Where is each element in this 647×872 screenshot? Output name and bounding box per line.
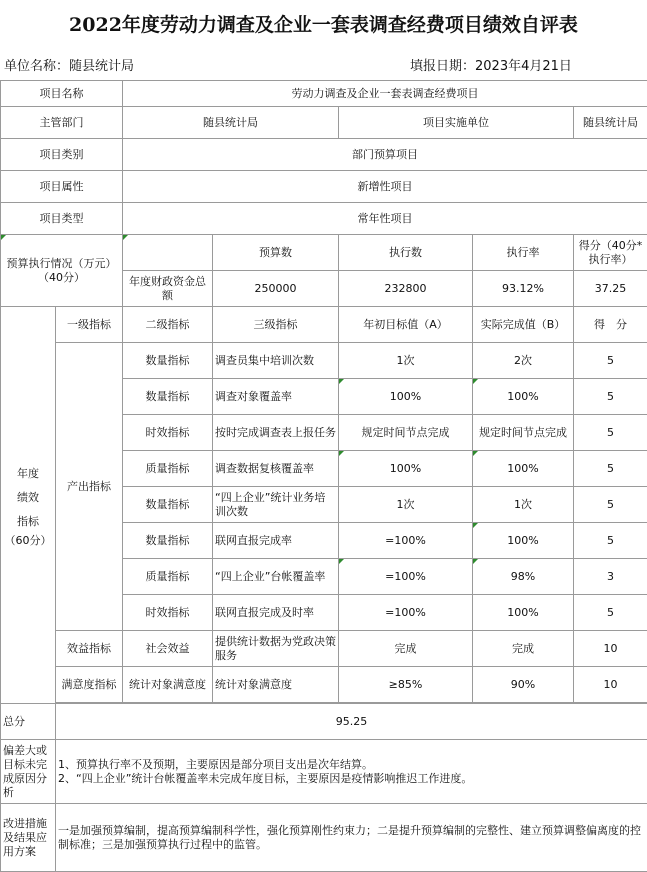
- page-title: 2022年度劳动力调查及企业一套表调查经费项目绩效自评表: [0, 10, 647, 37]
- deviation-label: 偏差大或目标未完成原因分析: [1, 740, 56, 804]
- dept-label: 主管部门: [1, 107, 123, 139]
- attribute-value: 新增性项目: [123, 171, 647, 203]
- level3-cell: 联网直报完成率: [213, 523, 339, 559]
- actual-cell: 1次: [473, 487, 574, 523]
- budget-value: 250000: [213, 271, 339, 307]
- actual-cell: 100%: [473, 595, 574, 631]
- level3-cell: 联网直报完成及时率: [213, 595, 339, 631]
- row-indicator-header: [1, 307, 647, 343]
- satisfaction-indicator-label: 满意度指标: [56, 667, 123, 703]
- level2-cell: 时效指标: [123, 415, 213, 451]
- level2-cell: 时效指标: [123, 595, 213, 631]
- target-cell: =100%: [339, 595, 473, 631]
- actual-cell: 90%: [473, 667, 574, 703]
- row-total: [1, 704, 647, 740]
- target-cell: 100%: [339, 451, 473, 487]
- target-cell: 100%: [339, 379, 473, 415]
- row-attribute: [1, 171, 647, 203]
- improve-label: 改进措施及结果应用方案: [1, 804, 56, 872]
- header-score: 得 分: [574, 307, 647, 343]
- score-cell: 5: [574, 451, 647, 487]
- level3-cell: 调查数据复核覆盖率: [213, 451, 339, 487]
- improve-text: 一是加强预算编制，提高预算编制科学性，强化预算刚性约束力；二是提升预算编制的完整性、建立预算调整偏离度的控制标准；三是加强预算执行过程中的监管。: [56, 804, 647, 872]
- type-value: 常年性项目: [123, 203, 647, 235]
- level2-cell: 数量指标: [123, 343, 213, 379]
- indicator-row: [1, 667, 647, 703]
- category-label: 项目类别: [1, 139, 123, 171]
- indicator-row: [1, 343, 647, 379]
- actual-cell: 98%: [473, 559, 574, 595]
- score-cell: 10: [574, 631, 647, 667]
- target-cell: =100%: [339, 523, 473, 559]
- level3-cell: “四上企业”统计业务培训次数: [213, 487, 339, 523]
- actual-cell: 规定时间节点完成: [473, 415, 574, 451]
- level3-cell: 调查员集中培训次数: [213, 343, 339, 379]
- score-cell: 5: [574, 415, 647, 451]
- category-value: 部门预算项目: [123, 139, 647, 171]
- header-target: 年初目标值（A）: [339, 307, 473, 343]
- benefit-indicator-label: 效益指标: [56, 631, 123, 667]
- target-cell: 1次: [339, 487, 473, 523]
- level2-cell: 质量指标: [123, 451, 213, 487]
- row-department: [1, 107, 647, 139]
- budget-spacer: [123, 235, 213, 271]
- level2-cell: 统计对象满意度: [123, 667, 213, 703]
- row-project-name: [1, 81, 647, 107]
- total-value: 95.25: [56, 704, 647, 740]
- level3-cell: “四上企业”台帐覆盖率: [213, 559, 339, 595]
- annual-indicator-label: [1, 307, 56, 704]
- level2-cell: 社会效益: [123, 631, 213, 667]
- budget-label: 预算执行情况（万元）（40分）: [1, 235, 123, 307]
- header-level2: 二级指标: [123, 307, 213, 343]
- indicator-row: [1, 631, 647, 667]
- annual-label-line-2: 绩效: [3, 486, 53, 510]
- dept-value: 随县统计局: [123, 107, 339, 139]
- level3-cell: 统计对象满意度: [213, 667, 339, 703]
- header-level3: 三级指标: [213, 307, 339, 343]
- evaluation-table-container: [0, 80, 647, 867]
- score-cell: 3: [574, 559, 647, 595]
- target-cell: 完成: [339, 631, 473, 667]
- level3-cell: 按时完成调查表上报任务: [213, 415, 339, 451]
- exec-value: 232800: [339, 271, 473, 307]
- row-category: [1, 139, 647, 171]
- target-cell: 1次: [339, 343, 473, 379]
- row-improvement: [1, 804, 647, 872]
- attribute-label: 项目属性: [1, 171, 123, 203]
- actual-cell: 完成: [473, 631, 574, 667]
- target-cell: 规定时间节点完成: [339, 415, 473, 451]
- project-name-value: 劳动力调查及企业一套表调查经费项目: [123, 81, 647, 107]
- impl-unit-label: 项目实施单位: [339, 107, 574, 139]
- actual-cell: 100%: [473, 523, 574, 559]
- type-label: 项目类型: [1, 203, 123, 235]
- score-cell: 10: [574, 667, 647, 703]
- budget-score-value: 37.25: [574, 271, 647, 307]
- budget-col-exec: 执行数: [339, 235, 473, 271]
- target-cell: =100%: [339, 559, 473, 595]
- budget-col-rate: 执行率: [473, 235, 574, 271]
- header-level1: 一级指标: [56, 307, 123, 343]
- actual-cell: 100%: [473, 451, 574, 487]
- annual-label-line-4: （60分）: [3, 534, 53, 548]
- deviation-text: [56, 740, 647, 804]
- level2-cell: 数量指标: [123, 487, 213, 523]
- level2-cell: 质量指标: [123, 559, 213, 595]
- level2-cell: 数量指标: [123, 523, 213, 559]
- evaluation-table: [0, 80, 647, 872]
- project-name-label: 项目名称: [1, 81, 123, 107]
- level3-cell: 提供统计数据为党政决策服务: [213, 631, 339, 667]
- score-cell: 5: [574, 487, 647, 523]
- row-type: [1, 203, 647, 235]
- score-cell: 5: [574, 523, 647, 559]
- row-budget-header: [1, 235, 647, 271]
- header-actual: 实际完成值（B）: [473, 307, 574, 343]
- budget-col-score: 得分（40分*执行率）: [574, 235, 647, 271]
- budget-row-label: 年度财政资金总额: [123, 271, 213, 307]
- unit-name: 单位名称：随县统计局: [4, 55, 134, 74]
- score-cell: 5: [574, 343, 647, 379]
- actual-cell: 2次: [473, 343, 574, 379]
- actual-cell: 100%: [473, 379, 574, 415]
- deviation-line-2: 2、“四上企业”统计台帐覆盖率未完成年度目标，主要原因是疫情影响推迟工作进度。: [58, 772, 645, 786]
- impl-unit-value: 随县统计局: [574, 107, 647, 139]
- row-deviation: [1, 740, 647, 804]
- rate-value: 93.12%: [473, 271, 574, 307]
- level3-cell: 调查对象覆盖率: [213, 379, 339, 415]
- output-indicator-label: 产出指标: [56, 343, 123, 631]
- report-date: 填报日期：2023年4月21日: [410, 55, 572, 74]
- total-label: 总分: [1, 704, 56, 740]
- annual-label-line-1: 年度: [3, 462, 53, 486]
- level2-cell: 数量指标: [123, 379, 213, 415]
- annual-label-line-3: 指标: [3, 510, 53, 534]
- score-cell: 5: [574, 595, 647, 631]
- budget-col-budget: 预算数: [213, 235, 339, 271]
- target-cell: ≥85%: [339, 667, 473, 703]
- score-cell: 5: [574, 379, 647, 415]
- deviation-line-1: 1、预算执行率不及预期，主要原因是部分项目支出是次年结算。: [58, 758, 645, 772]
